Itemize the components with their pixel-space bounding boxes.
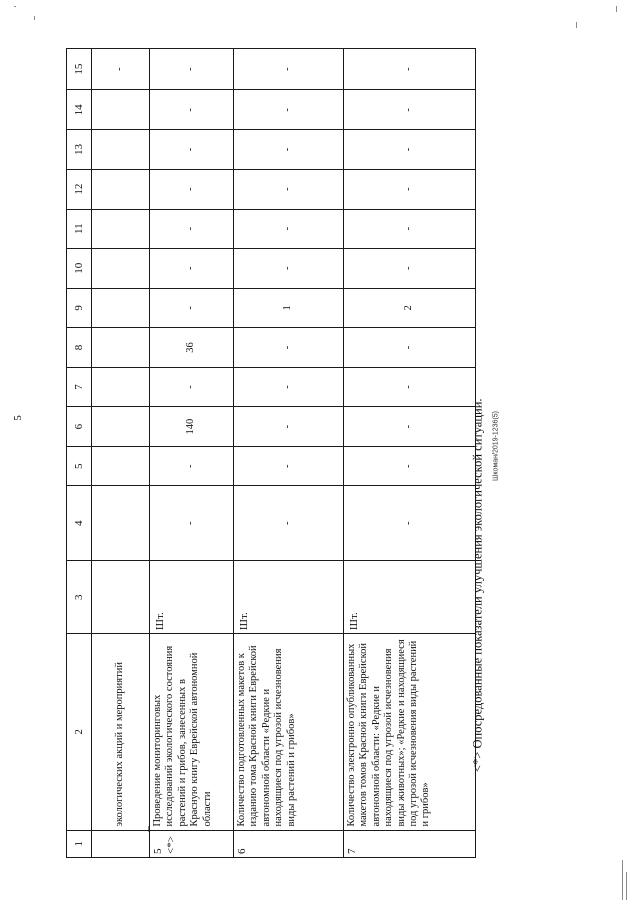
row-number: 5 <*> <box>150 830 234 857</box>
value-cell: - <box>150 209 234 248</box>
value-cell: - <box>150 288 234 327</box>
value-cell: - <box>150 49 234 90</box>
value-cell <box>92 447 150 486</box>
value-cell: - <box>234 486 344 561</box>
value-cell: - <box>344 130 476 169</box>
scan-mark <box>622 860 623 900</box>
value-cell: - <box>150 248 234 288</box>
column-header: 1 <box>67 830 92 857</box>
unit-cell: Шт. <box>344 561 476 634</box>
column-header: 9 <box>67 288 92 327</box>
indicators-table <box>66 48 476 858</box>
value-cell: - <box>150 130 234 169</box>
value-cell: - <box>344 327 476 367</box>
column-header: 11 <box>67 209 92 248</box>
row-number: 7 <box>344 830 476 857</box>
table-row <box>234 49 344 858</box>
value-cell: - <box>344 486 476 561</box>
value-cell <box>92 248 150 288</box>
indicator-name: экологических акций и мероприятий <box>92 634 150 830</box>
column-header: 3 <box>67 561 92 634</box>
value-cell: - <box>234 368 344 407</box>
value-cell: - <box>234 169 344 209</box>
page-number: 5 <box>12 415 24 421</box>
indicator-name: Количество электронно опубликованных макетов томов Красной книги Еврейской автономной области: «Редкие и находящиеся под угрозой исчезновения виды животных»; «Редкие и находящиеся под угрозой исчезновения виды растений и грибов» <box>344 634 476 830</box>
column-header: 5 <box>67 447 92 486</box>
value-cell: - <box>234 407 344 447</box>
value-cell: - <box>234 327 344 367</box>
column-header: 2 <box>67 634 92 830</box>
value-cell: 140 <box>150 407 234 447</box>
value-cell: - <box>344 169 476 209</box>
unit-cell: Шт. <box>150 561 234 634</box>
value-cell <box>92 486 150 561</box>
column-header: 6 <box>67 407 92 447</box>
value-cell: - <box>344 248 476 288</box>
value-cell: - <box>92 49 150 90</box>
indicator-name: Количество подготовленных макетов к изданию тома Красной книги Еврейской автономной области «Редкие и находящиеся под угрозой исчезновения виды растений и грибов» <box>234 634 344 830</box>
column-header: 14 <box>67 90 92 130</box>
value-cell <box>92 209 150 248</box>
value-cell <box>92 368 150 407</box>
value-cell <box>92 169 150 209</box>
row-number: 6 <box>234 830 344 857</box>
value-cell: - <box>234 49 344 90</box>
table-header-row <box>67 49 92 858</box>
value-cell: - <box>344 90 476 130</box>
column-header: 8 <box>67 327 92 367</box>
value-cell <box>92 130 150 169</box>
scan-mark <box>576 22 577 28</box>
scan-mark <box>34 16 35 20</box>
scan-mark <box>616 6 617 12</box>
value-cell <box>92 407 150 447</box>
value-cell: 1 <box>234 288 344 327</box>
value-cell: - <box>234 130 344 169</box>
value-cell: 36 <box>150 327 234 367</box>
value-cell: - <box>150 169 234 209</box>
value-cell: - <box>150 447 234 486</box>
row-number <box>92 830 150 857</box>
column-header: 7 <box>67 368 92 407</box>
document-stamp: Шкоман/2019-1236(5) <box>492 411 500 481</box>
column-header: 15 <box>67 49 92 90</box>
value-cell: - <box>150 486 234 561</box>
value-cell <box>92 90 150 130</box>
column-header: 10 <box>67 248 92 288</box>
value-cell: - <box>344 368 476 407</box>
scan-mark <box>626 872 627 900</box>
value-cell: - <box>344 447 476 486</box>
value-cell: - <box>234 248 344 288</box>
value-cell: - <box>234 209 344 248</box>
value-cell: - <box>344 49 476 90</box>
value-cell: - <box>234 90 344 130</box>
column-header: 4 <box>67 486 92 561</box>
footnote: <*> Опосредованные показатели улучшения экологической ситуации. <box>470 398 485 772</box>
value-cell: - <box>150 90 234 130</box>
scan-mark <box>14 6 16 7</box>
value-cell: - <box>150 368 234 407</box>
value-cell <box>92 288 150 327</box>
indicator-name: Проведение мониторинговых исследований экологического состояния растений и грибов, занесенных в Красную книгу Еврейской автономной области <box>150 634 234 830</box>
unit-cell: Шт. <box>234 561 344 634</box>
table-row <box>150 49 234 858</box>
value-cell: - <box>344 209 476 248</box>
rotated-table-wrapper <box>66 48 471 858</box>
column-header: 13 <box>67 130 92 169</box>
unit-cell <box>92 561 150 634</box>
table-row <box>344 49 476 858</box>
value-cell: - <box>344 407 476 447</box>
value-cell <box>92 327 150 367</box>
value-cell: 2 <box>344 288 476 327</box>
value-cell: - <box>234 447 344 486</box>
column-header: 12 <box>67 169 92 209</box>
table-row <box>92 49 150 858</box>
